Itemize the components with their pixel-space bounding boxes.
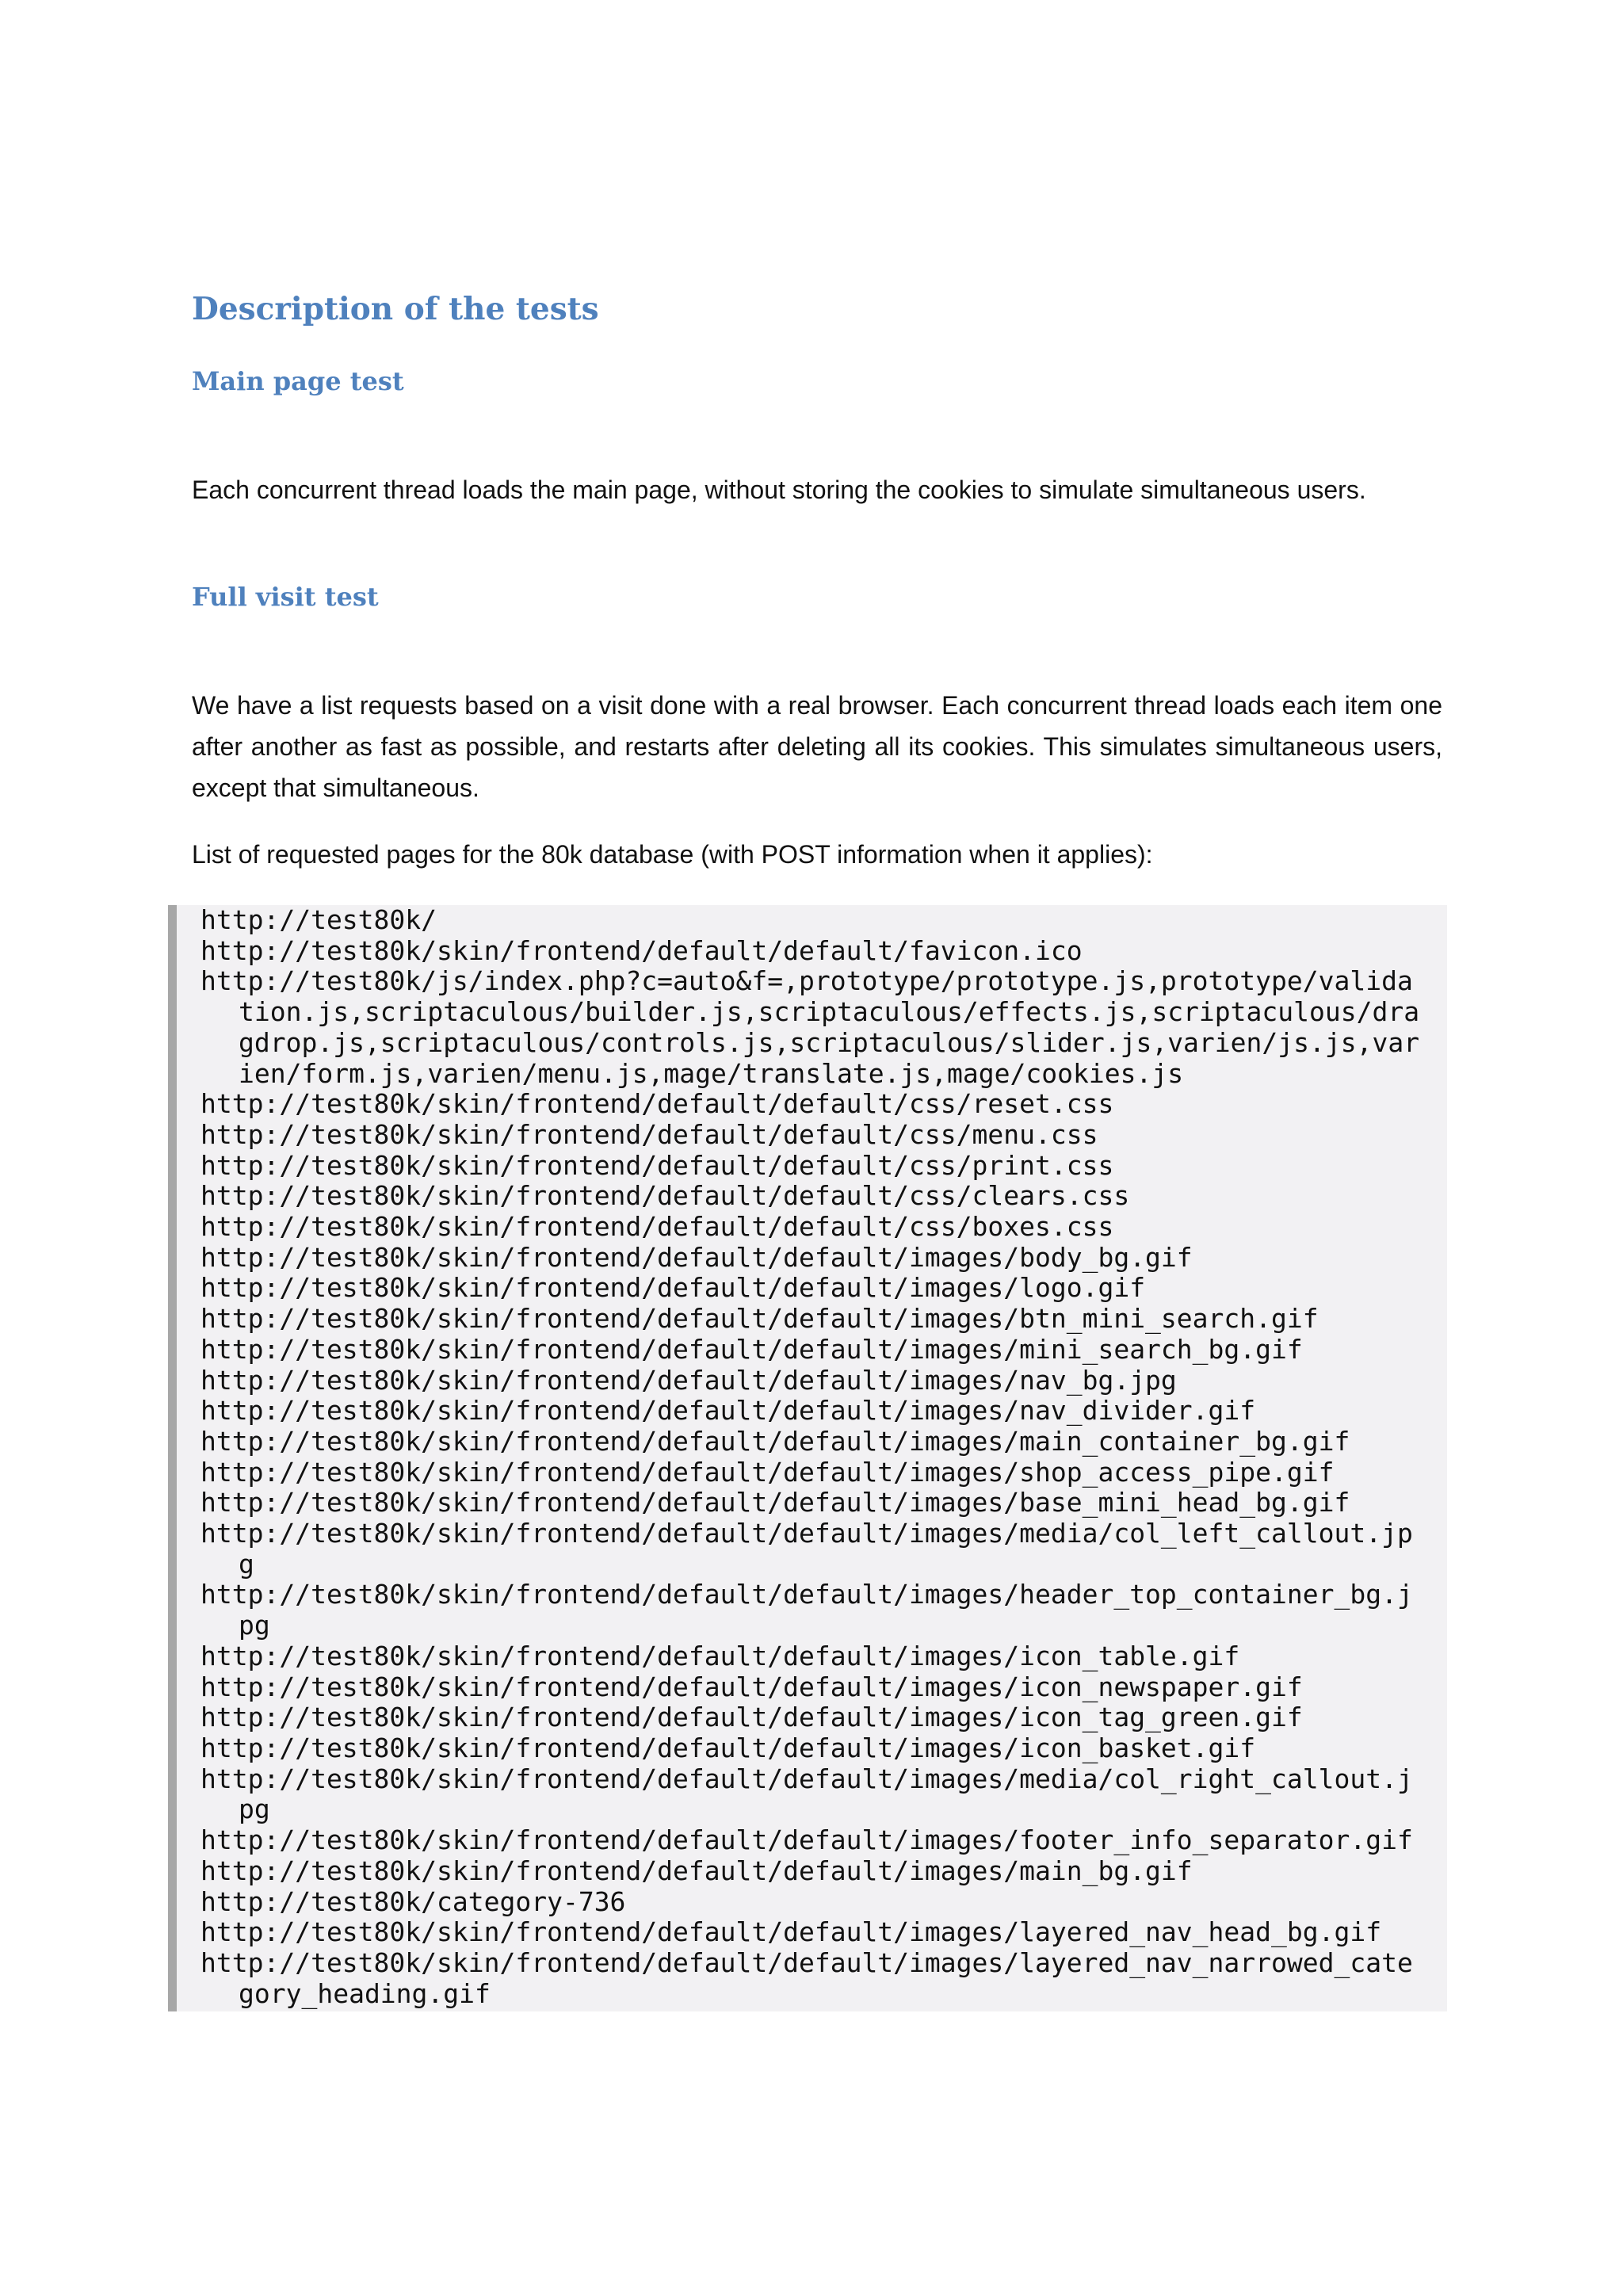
code-line: http://test80k/skin/frontend/default/default/images/icon_table.gif: [200, 1640, 1240, 1671]
code-line: http://test80k/skin/frontend/default/default/css/clears.css: [200, 1180, 1130, 1212]
code-line: http://test80k/skin/frontend/default/default/images/media/col_left_callout.jp: [200, 1518, 1413, 1549]
code-line: http://test80k/skin/frontend/default/default/images/footer_info_separator.gif: [200, 1824, 1413, 1856]
code-line-continuation: gdrop.js,scriptaculous/controls.js,scriptaculous/slider.js,varien/js.js,var: [239, 1026, 1420, 1058]
code-line: http://test80k/skin/frontend/default/default/css/reset.css: [200, 1088, 1114, 1120]
code-line: http://test80k/skin/frontend/default/default/images/layered_nav_narrowed_cate: [200, 1946, 1413, 1978]
code-line: http://test80k/skin/frontend/default/default/css/menu.css: [200, 1118, 1098, 1150]
code-line: http://test80k/skin/frontend/default/default/images/btn_mini_search.gif: [200, 1303, 1319, 1335]
full-visit-description: We have a list requests based on a visit done with a real browser. Each concurrent thread loads each item one after another as fast as possible, and restarts after deleting all its cookies. This simulates simultaneous users, except that simultaneous.: [192, 691, 1442, 802]
code-line: http://test80k/skin/frontend/default/default/images/main_bg.gif: [200, 1855, 1193, 1886]
code-line-continuation: ien/form.js,varien/menu.js,mage/translate.js,mage/cookies.js: [239, 1057, 1184, 1089]
code-line-continuation: pg: [239, 1610, 270, 1641]
code-line: http://test80k/skin/frontend/default/default/images/shop_access_pipe.gif: [200, 1456, 1335, 1488]
code-line-continuation: tion.js,scriptaculous/builder.js,scriptaculous/effects.js,scriptaculous/dra: [239, 996, 1420, 1028]
code-line: http://test80k/skin/frontend/default/default/images/media/col_right_callout.j: [200, 1763, 1413, 1794]
code-line-continuation: pg: [239, 1794, 270, 1825]
code-line: http://test80k/category-736: [200, 1885, 626, 1917]
code-line: http://test80k/skin/frontend/default/default/images/body_bg.gif: [200, 1241, 1193, 1273]
code-line-continuation: gory_heading.gif: [239, 1977, 491, 2009]
code-line: http://test80k/skin/frontend/default/default/images/base_mini_head_bg.gif: [200, 1487, 1350, 1519]
code-line: http://test80k/skin/frontend/default/default/images/mini_search_bg.gif: [200, 1333, 1303, 1365]
section-title-full-visit: Full visit test: [192, 582, 379, 612]
code-line: http://test80k/skin/frontend/default/default/images/main_container_bg.gif: [200, 1425, 1350, 1457]
section-title-main-page: Main page test: [192, 366, 404, 396]
code-line: http://test80k/skin/frontend/default/default/images/nav_bg.jpg: [200, 1364, 1177, 1396]
code-line: http://test80k/skin/frontend/default/default/favicon.ico: [200, 934, 1083, 966]
code-line: http://test80k/skin/frontend/default/default/css/print.css: [200, 1149, 1114, 1181]
code-line: http://test80k/skin/frontend/default/default/images/logo.gif: [200, 1272, 1146, 1304]
code-line: http://test80k/skin/frontend/default/default/images/nav_divider.gif: [200, 1395, 1256, 1427]
code-line-continuation: g: [239, 1548, 254, 1580]
page-heading: Description of the tests: [192, 291, 599, 327]
main-page-description: Each concurrent thread loads the main page, without storing the cookies to simulate simultaneous users.: [192, 476, 1366, 504]
code-line: http://test80k/: [200, 904, 437, 935]
requested-pages-code-block: [168, 905, 1447, 2011]
code-line: http://test80k/skin/frontend/default/default/css/boxes.css: [200, 1211, 1114, 1243]
code-line: http://test80k/skin/frontend/default/default/images/layered_nav_head_bg.gif: [200, 1916, 1382, 1948]
code-line: http://test80k/skin/frontend/default/default/images/icon_basket.gif: [200, 1732, 1256, 1763]
code-line: http://test80k/skin/frontend/default/default/images/header_top_container_bg.j: [200, 1579, 1413, 1610]
code-line: http://test80k/js/index.php?c=auto&f=,prototype/prototype.js,prototype/valida: [200, 965, 1413, 997]
code-line: http://test80k/skin/frontend/default/default/images/icon_tag_green.gif: [200, 1702, 1303, 1733]
code-line: http://test80k/skin/frontend/default/default/images/icon_newspaper.gif: [200, 1671, 1303, 1702]
requested-pages-intro: List of requested pages for the 80k database (with POST information when it applies):: [192, 840, 1153, 869]
